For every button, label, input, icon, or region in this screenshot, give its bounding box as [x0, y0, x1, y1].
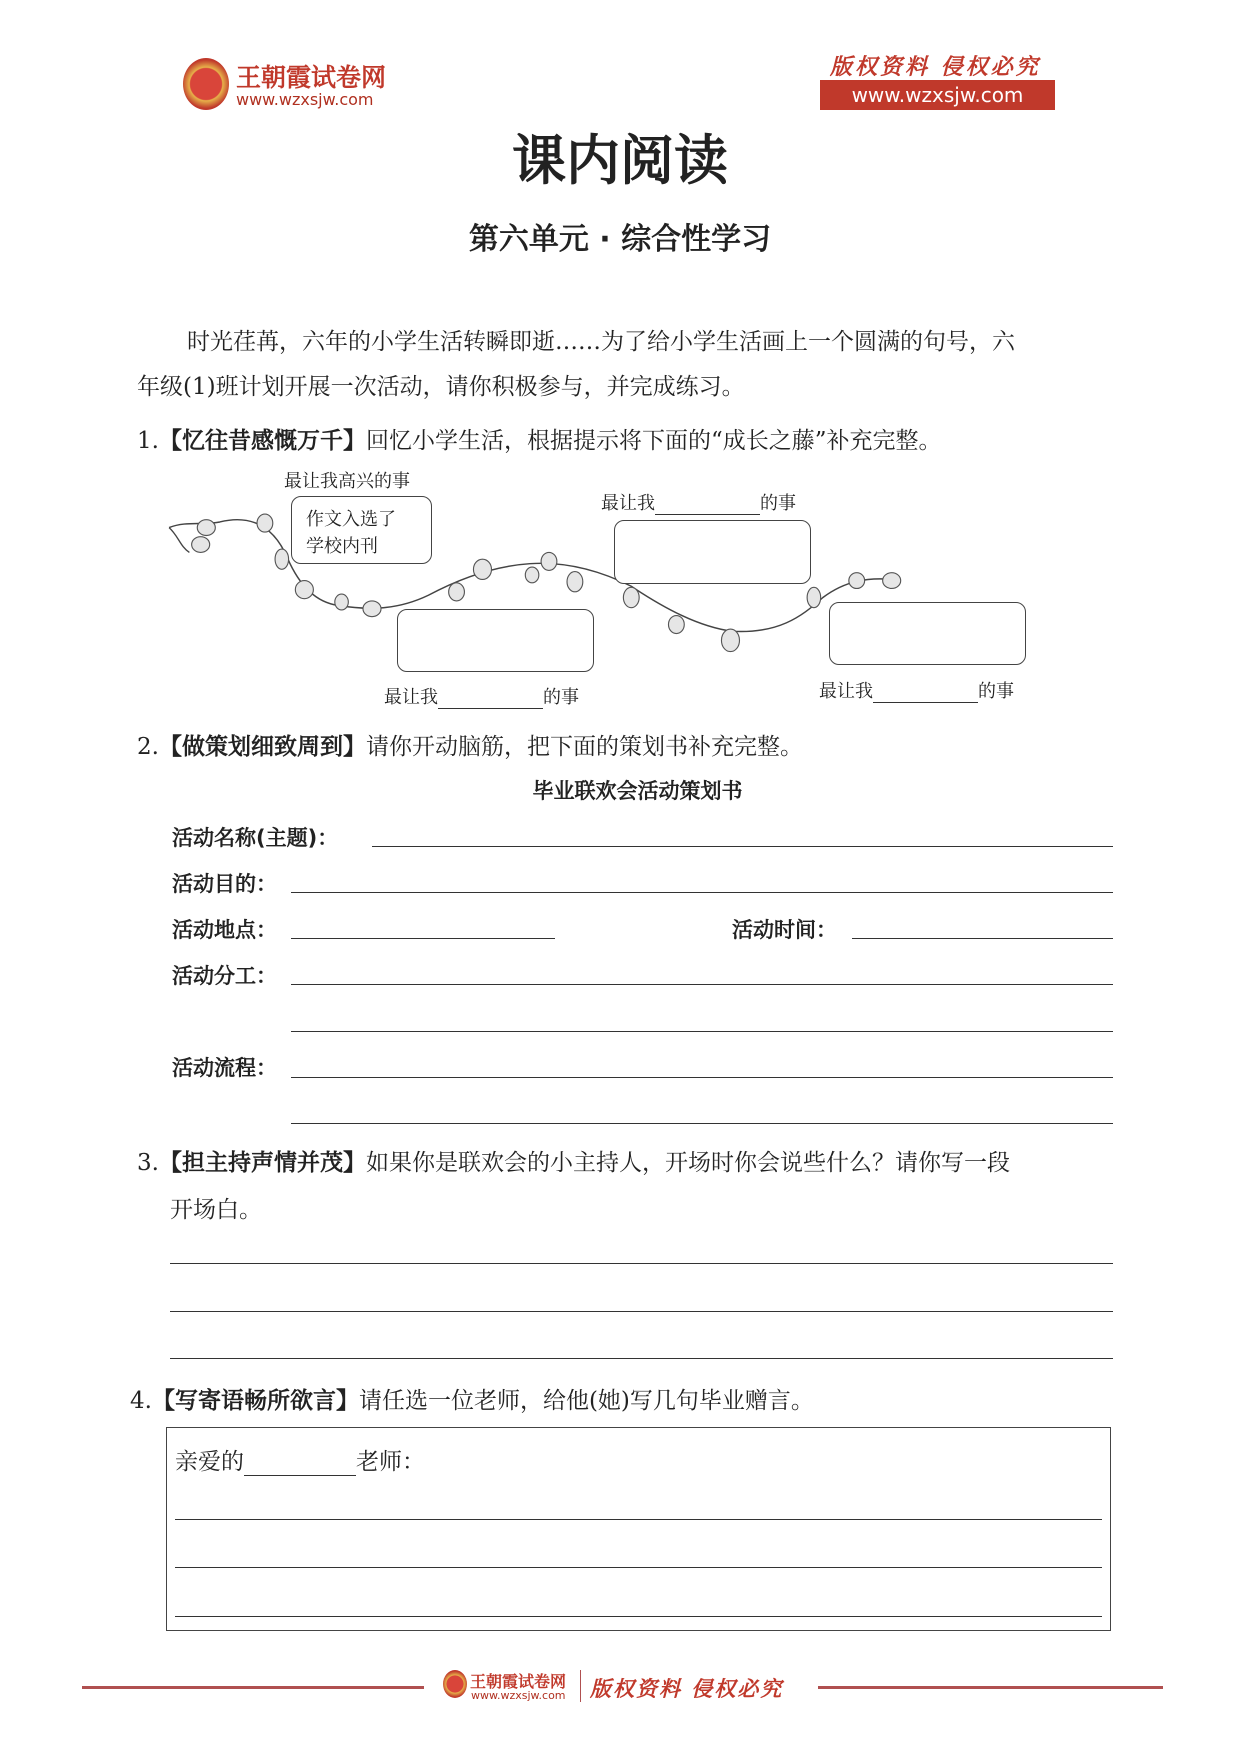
message-line[interactable] [175, 1567, 1102, 1568]
question-3-cont: 开场白。 [170, 1197, 262, 1223]
brand-url: www.wzxsjw.com [236, 90, 374, 109]
field-input-name[interactable] [372, 846, 1113, 847]
question-4: 4.【写寄语畅所欲言】请任选一位老师，给他(她)写几句毕业赠言。 [130, 1388, 814, 1414]
footer-copyright: 版权资料 侵权必究 [590, 1676, 784, 1701]
q-number: 1. [137, 428, 159, 454]
vine-box-1-line-1: 作文入选了 [306, 509, 396, 530]
teacher-name-blank[interactable] [244, 1454, 356, 1476]
banner-url: www.wzxsjw.com [820, 80, 1055, 110]
field-label-division: 活动分工： [172, 964, 277, 988]
footer-divider [580, 1670, 581, 1702]
answer-line[interactable] [170, 1311, 1113, 1312]
answer-line[interactable] [170, 1263, 1113, 1264]
footer-rule-right [818, 1686, 1163, 1689]
message-line[interactable] [175, 1519, 1102, 1520]
field-label-time: 活动时间： [732, 918, 837, 942]
field-input-process[interactable] [291, 1077, 1113, 1078]
copyright-notice: 版权资料 侵权必究 [830, 54, 1041, 80]
footer-seal-logo [443, 1670, 467, 1698]
field-label-goal: 活动目的： [172, 872, 277, 896]
footer-url: www.wzxsjw.com [471, 1689, 566, 1702]
q-tag: 【忆往昔感慨万千】 [158, 428, 366, 454]
field-input-process-2[interactable] [291, 1123, 1113, 1124]
vine-box-3[interactable] [397, 609, 594, 672]
field-label-process: 活动流程： [172, 1056, 277, 1080]
field-input-division[interactable] [291, 984, 1113, 985]
greeting: 亲爱的 老师： [175, 1449, 425, 1475]
vine-box-4[interactable] [829, 602, 1026, 665]
field-input-place[interactable] [291, 938, 555, 939]
question-3: 3.【担主持声情并茂】如果你是联欢会的小主持人，开场时你会说些什么？请你写一段 [137, 1150, 1010, 1176]
field-label-place: 活动地点： [172, 918, 277, 942]
vine-label-2: 最让我 的事 [601, 493, 796, 514]
answer-line[interactable] [170, 1358, 1113, 1359]
brand-name: 王朝霞试卷网 [236, 63, 387, 92]
fill-blank[interactable] [438, 691, 543, 709]
message-line[interactable] [175, 1616, 1102, 1617]
fill-blank[interactable] [873, 685, 978, 703]
field-input-time[interactable] [852, 938, 1113, 939]
footer-brand: 王朝霞试卷网 [470, 1672, 567, 1691]
footer-rule-left [82, 1686, 424, 1689]
intro-line-2: 年级(1)班计划开展一次活动，请你积极参与，并完成练习。 [137, 374, 745, 400]
field-label-name: 活动名称(主题)： [172, 826, 339, 850]
field-input-division-2[interactable] [291, 1031, 1113, 1032]
vine-box-2[interactable] [614, 520, 811, 584]
page-subtitle: 第六单元 · 综合性学习 [468, 222, 772, 257]
q-text: 回忆小学生活，根据提示将下面的“成长之藤”补充完整。 [365, 428, 942, 454]
vine-label-4: 最让我 的事 [819, 681, 1014, 702]
plan-title: 毕业联欢会活动策划书 [532, 779, 743, 803]
fill-blank[interactable] [655, 497, 760, 515]
field-input-goal[interactable] [291, 892, 1113, 893]
vine-label-happy: 最让我高兴的事 [284, 471, 410, 492]
vine-label-3: 最让我 的事 [384, 687, 579, 708]
intro-line-1: 时光荏苒，六年的小学生活转瞬即逝……为了给小学生活画上一个圆满的句号，六 [187, 329, 1015, 355]
page-title: 课内阅读 [512, 129, 728, 192]
vine-box-1-line-2: 学校内刊 [306, 536, 378, 557]
question-2: 2.【做策划细致周到】请你开动脑筋，把下面的策划书补充完整。 [137, 734, 803, 760]
